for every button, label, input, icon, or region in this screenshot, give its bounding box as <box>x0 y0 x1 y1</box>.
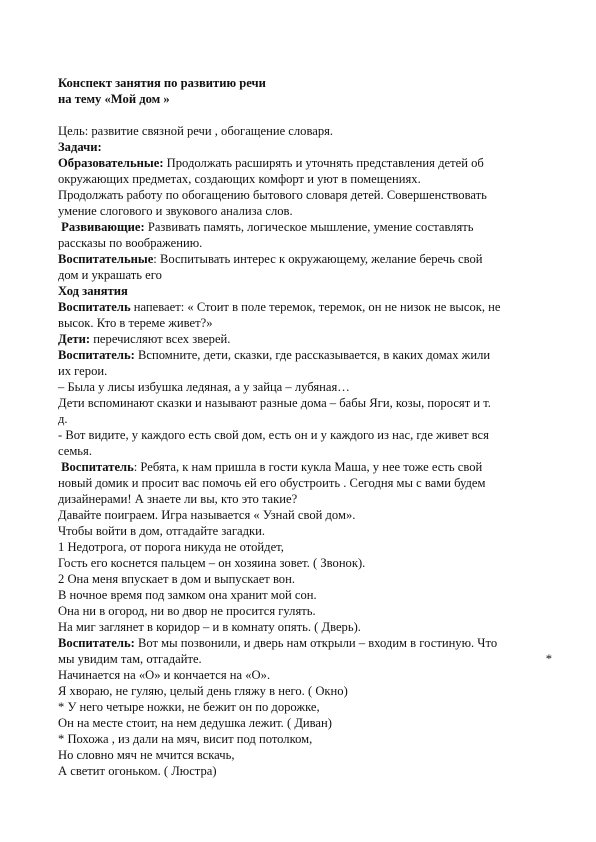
educational-label: Образовательные: <box>58 156 164 170</box>
children-label: Дети: <box>58 332 91 346</box>
title-line-2: на тему «Мой дом » <box>58 92 170 106</box>
spacer <box>58 107 558 123</box>
tasks-heading: Задачи: <box>58 140 102 154</box>
nurturing-line-2: дом и украшать его <box>58 268 162 282</box>
asterisk-marker: * <box>545 652 552 666</box>
p5-line-2: д. <box>58 412 68 426</box>
nurturing-text-1: : Воспитывать интерес к окружающему, желание беречь свой <box>153 252 483 266</box>
p1-line-1 <box>58 299 558 315</box>
riddle2-line-1: 2 Она меня впускает в дом и выпускает вон. <box>58 572 295 586</box>
p7-line-2: новый домик и просит вас помочь ей его обустроить . Сегодня мы с вами будем <box>58 476 486 490</box>
p1-text-1: напевает: « Стоит в поле теремок, теремок, он не низок не высок, не <box>130 300 501 314</box>
p10-text-2: мы увидим там, отгадайте. <box>58 652 202 666</box>
p5-line-1: Дети вспоминают сказки и называют разные дома – бабы Яги, козы, поросят и т. <box>58 396 491 410</box>
p4-line: – Была у лисы избушка ледяная, а у зайца – лубяная… <box>58 380 350 394</box>
p1-line-2: высок. Кто в тереме живет?» <box>58 316 213 330</box>
goal-line: Цель: развитие связной речи , обогащение словаря. <box>58 124 334 138</box>
nurturing-line-1 <box>58 251 558 267</box>
developing-line-1 <box>58 219 558 235</box>
riddle2-line-2: В ночное время под замком она хранит мой сон. <box>58 588 317 602</box>
riddle2-line-3: Она ни в огород, ни во двор не просится гулять. <box>58 604 316 618</box>
riddle5-line-3: А светит огоньком. ( Люстра) <box>58 764 217 778</box>
educational-line-4: умение слогового и звукового анализа слов. <box>58 204 293 218</box>
riddle4-line-1: * У него четыре ножки, не бежит он по дорожке, <box>58 700 320 714</box>
riddle1-line-2: Гость его коснется пальцем – он хозяина зовет. ( Звонок). <box>58 556 366 570</box>
developing-text-1: Развивать память, логическое мышление, умение составлять <box>144 220 474 234</box>
educational-line-2: окружающих предметах, создающих комфорт и уют в помещениях. <box>58 172 421 186</box>
teacher-label: Воспитатель <box>58 300 131 314</box>
p7-line-1 <box>58 459 558 475</box>
riddle3-line-1: Начинается на «О» и кончается на «О». <box>58 668 271 682</box>
riddle1-line-1: 1 Недотрога, от порога никуда не отойдет, <box>58 540 284 554</box>
riddle5-line-2: Но словно мяч не мчится вскачь, <box>58 748 235 762</box>
p6-line-1: - Вот видите, у каждого есть свой дом, есть он и у каждого из нас, где живет вся <box>58 428 489 442</box>
teacher-label: Воспитатель: <box>58 636 135 650</box>
p3-text-1: Вспомните, дети, сказки, где рассказывается, в каких домах жили <box>134 348 491 362</box>
p7-text-1: : Ребята, к нам пришла в гости кукла Маша, у нее тоже есть свой <box>133 460 483 474</box>
p10-text-1: Вот мы позвонили, и дверь нам открыли – входим в гостиную. Что <box>134 636 498 650</box>
educational-line-1 <box>58 155 558 171</box>
teacher-label: Воспитатель: <box>58 348 135 362</box>
developing-label: Развивающие: <box>61 220 145 234</box>
p2-text: перечисляют всех зверей. <box>90 332 231 346</box>
riddle2-line-4: На миг заглянет в коридор – и в комнату опять. ( Дверь). <box>58 620 361 634</box>
p9-line: Чтобы войти в дом, отгадайте загадки. <box>58 524 266 538</box>
p3-line-1 <box>58 347 558 363</box>
teacher-label: Воспитатель <box>61 460 134 474</box>
title-line-1: Конспект занятия по развитию речи <box>58 76 266 90</box>
p7-line-3: дизайнерами! А знаете ли вы, кто это такие? <box>58 492 298 506</box>
riddle4-line-2: Он на месте стоит, на нем дедушка лежит. ( Диван) <box>58 716 332 730</box>
document-body <box>58 75 558 779</box>
developing-line-2: рассказы по воображению. <box>58 236 203 250</box>
p10-line-1 <box>58 635 558 651</box>
p6-line-2: семья. <box>58 444 92 458</box>
p3-line-2: их герои. <box>58 364 108 378</box>
nurturing-label: Воспитательные <box>58 252 154 266</box>
p8-line: Давайте поиграем. Игра называется « Узнай свой дом». <box>58 508 356 522</box>
riddle3-line-2: Я хвораю, не гуляю, целый день гляжу в него. ( Окно) <box>58 684 348 698</box>
riddle5-line-1: * Похожа , из дали на мяч, висит под потолком, <box>58 732 313 746</box>
p2-line <box>58 331 558 347</box>
lesson-heading: Ход занятия <box>58 284 128 298</box>
educational-text-1: Продолжать расширять и уточнять представления детей об <box>163 156 484 170</box>
educational-line-3: Продолжать работу по обогащению бытового словаря детей. Совершенствовать <box>58 188 487 202</box>
p10-line-2 <box>58 651 558 667</box>
